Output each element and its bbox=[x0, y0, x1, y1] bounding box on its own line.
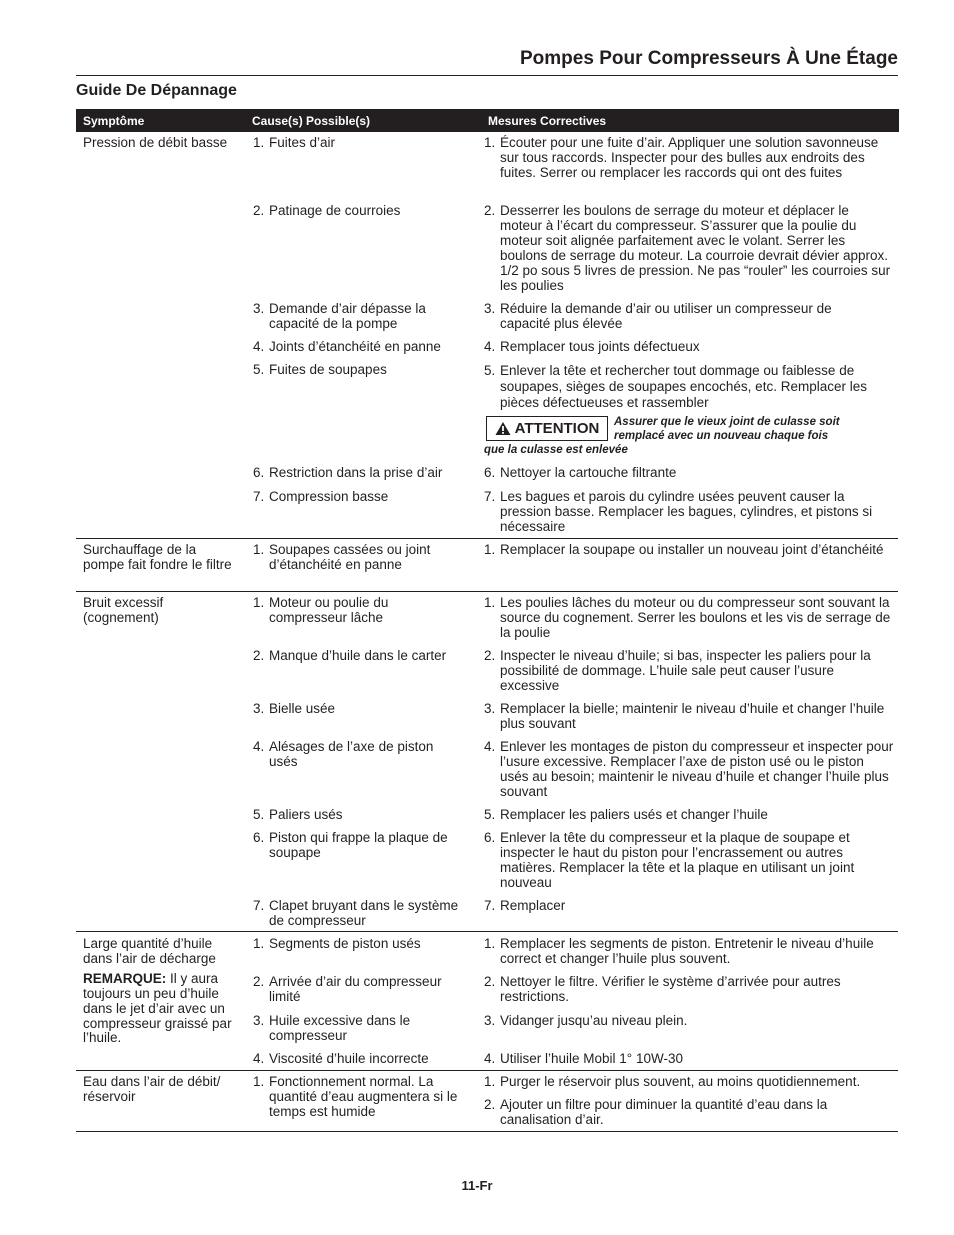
cause-text: Restriction dans la prise d’air bbox=[269, 465, 443, 480]
fix-number: 7. bbox=[484, 898, 496, 913]
fix-number: 4. bbox=[484, 339, 496, 354]
cause-item bbox=[253, 490, 473, 505]
cause-text: Viscosité d’huile incorrecte bbox=[269, 1051, 429, 1066]
table-bottom-rule bbox=[76, 1131, 898, 1132]
fix-number: 5. bbox=[484, 807, 496, 822]
symptom-note bbox=[83, 972, 238, 1047]
cause-text: Fuites de soupapes bbox=[269, 362, 387, 377]
fix-text: Purger le réservoir plus souvent, au moins quotidiennement. bbox=[500, 1074, 861, 1089]
cause-number: 2. bbox=[253, 648, 265, 663]
cause-text: Alésages de l’axe de piston usés bbox=[269, 739, 434, 769]
fix-text: Nettoyer la cartouche filtrante bbox=[500, 465, 677, 480]
cause-text: Bielle usée bbox=[269, 701, 336, 716]
attention-note-line: Assurer que le vieux joint de culasse soit bbox=[614, 416, 840, 428]
fix-number: 3. bbox=[484, 1013, 496, 1028]
fix-text: Remplacer tous joints défectueux bbox=[500, 339, 700, 354]
fix-text: Écouter pour une fuite d’air. Appliquer une solution savonneuse sur tous raccords. Inspecter pour des bulles aux endroits des fuites. Serrer ou remplacer les raccords qui ont des fuites bbox=[500, 135, 879, 180]
fix-text: Enlever les montages de piston du compresseur et inspecter pour l’usure excessive. Remplacer l’axe de piston usé ou le piston usés au besoin; maintenir le niveau d’huile et changer l’huile plus souvant bbox=[500, 739, 894, 799]
page-number: 11-Fr bbox=[461, 1178, 493, 1193]
fix-item bbox=[484, 937, 884, 967]
note-text: Il y aura toujours un peu d’huile dans le jet d’air avec un compresseur graissé par l’huile. bbox=[83, 970, 232, 1046]
column-header-causes: Cause(s) Possible(s) bbox=[252, 114, 371, 128]
fix-item bbox=[484, 740, 894, 800]
cause-number: 1. bbox=[253, 936, 265, 951]
fix-number: 3. bbox=[484, 701, 496, 716]
cause-number: 7. bbox=[253, 489, 265, 504]
fix-text: Enlever la tête et rechercher tout dommage ou faiblesse de soupapes, sièges de soupapes encochés, etc. Remplacer les pièces défectueuses et rassembler bbox=[500, 363, 867, 410]
cause-text: Soupapes cassées ou joint d’étanchéité en panne bbox=[269, 542, 431, 572]
page-title: Pompes Pour Compresseurs À Une Étage bbox=[520, 48, 898, 69]
fix-text: Enlever la tête du compresseur et la plaque de soupape et inspecter le haut du piston pour l’encrassement ou autres matières. Remplacer la tête et la plaque en utilisant un joint nouveau bbox=[500, 830, 855, 890]
fix-text: Utiliser l’huile Mobil 1° 10W-30 bbox=[500, 1051, 683, 1066]
cause-item bbox=[253, 136, 473, 151]
fix-item bbox=[484, 363, 894, 411]
fix-number: 6. bbox=[484, 465, 496, 480]
fix-text: Vidanger jusqu’au niveau plein. bbox=[500, 1013, 688, 1028]
fix-text: Les poulies lâches du moteur ou du compresseur sont souvant la source du cognement. Serrer les boulons et les vis de serrage de la poulie bbox=[500, 595, 891, 640]
cause-number: 4. bbox=[253, 1051, 265, 1066]
cause-number: 6. bbox=[253, 830, 265, 845]
cause-number: 2. bbox=[253, 974, 265, 989]
cause-item bbox=[253, 302, 453, 332]
fix-number: 4. bbox=[484, 739, 496, 754]
row-divider bbox=[76, 931, 898, 932]
row-divider bbox=[76, 591, 898, 592]
fix-item bbox=[484, 136, 894, 181]
cause-item bbox=[253, 899, 475, 929]
row-divider bbox=[76, 1070, 898, 1071]
warning-icon bbox=[495, 421, 511, 436]
row-divider bbox=[76, 538, 898, 539]
cause-text: Fuites d’air bbox=[269, 135, 336, 150]
symptom-cell: Eau dans l’air de débit/ réservoir bbox=[83, 1074, 221, 1104]
symptom-cell: Bruit excessif (cognement) bbox=[83, 595, 164, 625]
cause-number: 6. bbox=[253, 465, 265, 480]
fix-item bbox=[484, 899, 894, 914]
fix-text: Desserrer les boulons de serrage du moteur et déplacer le moteur à l’écart du compresseur. S’assurer que la poulie du moteur soit alignée parfaitement avec le volant. Serrer les boulons de serrage du moteur. La courroie devrait dévier approx. 1/2 po sous 5 livres de pression. Ne pas “rouler” les courroies sur les poulies bbox=[500, 203, 891, 293]
cause-item bbox=[253, 808, 473, 823]
cause-item bbox=[253, 1014, 453, 1044]
fix-number: 2. bbox=[484, 203, 496, 218]
fix-text: Réduire la demande d’air ou utiliser un compresseur de capacité plus élevée bbox=[500, 301, 832, 331]
fix-item bbox=[484, 466, 894, 481]
cause-number: 7. bbox=[253, 898, 265, 913]
table-header bbox=[76, 109, 899, 132]
cause-item bbox=[253, 937, 473, 952]
cause-text: Piston qui frappe la plaque de soupape bbox=[269, 830, 448, 860]
fix-item bbox=[484, 596, 896, 641]
fix-number: 2. bbox=[484, 648, 496, 663]
cause-text: Manque d’huile dans le carter bbox=[269, 648, 447, 663]
fix-number: 2. bbox=[484, 1097, 496, 1112]
cause-item bbox=[253, 702, 473, 717]
fix-item bbox=[484, 649, 894, 694]
fix-item bbox=[484, 1075, 896, 1090]
cause-text: Segments de piston usés bbox=[269, 936, 421, 951]
fix-number: 1. bbox=[484, 595, 496, 610]
fix-text: Remplacer la bielle; maintenir le niveau d’huile et changer l’huile plus souvant bbox=[500, 701, 885, 731]
fix-item bbox=[484, 1014, 894, 1029]
cause-text: Joints d’étanchéité en panne bbox=[269, 339, 441, 354]
cause-number: 1. bbox=[253, 542, 265, 557]
cause-text: Paliers usés bbox=[269, 807, 343, 822]
cause-number: 1. bbox=[253, 595, 265, 610]
cause-text: Compression basse bbox=[269, 489, 389, 504]
fix-number: 1. bbox=[484, 542, 496, 557]
attention-note-line: que la culasse est enlevée bbox=[484, 444, 628, 456]
attention-label bbox=[486, 416, 608, 441]
fix-number: 6. bbox=[484, 830, 496, 845]
symptom-cell bbox=[83, 937, 238, 1046]
cause-item bbox=[253, 466, 473, 481]
title-rule bbox=[76, 75, 898, 76]
fix-text: Les bagues et parois du cylindre usées peuvent causer la pression basse. Remplacer les bagues, cylindres, et pistons si nécessaire bbox=[500, 489, 873, 534]
cause-item bbox=[253, 596, 433, 626]
cause-number: 1. bbox=[253, 135, 265, 150]
fix-number: 1. bbox=[484, 135, 496, 150]
column-header-symptom: Symptôme bbox=[83, 114, 145, 128]
cause-number: 5. bbox=[253, 807, 265, 822]
fix-item bbox=[484, 490, 894, 535]
cause-text: Fonctionnement normal. La quantité d’eau augmentera si le temps est humide bbox=[269, 1074, 458, 1119]
cause-text: Demande d’air dépasse la capacité de la pompe bbox=[269, 301, 426, 331]
cause-text: Arrivée d’air du compresseur limité bbox=[269, 974, 442, 1004]
symptom-cell: Pression de débit basse bbox=[83, 135, 228, 150]
fix-text: Remplacer la soupape ou installer un nouveau joint d’étanchéité bbox=[500, 542, 884, 557]
symptom-cell: Surchauffage de la pompe fait fondre le filtre bbox=[83, 542, 232, 572]
fix-item bbox=[484, 808, 894, 823]
fix-text: Ajouter un filtre pour diminuer la quantité d’eau dans la canalisation d’air. bbox=[500, 1097, 828, 1127]
cause-text: Moteur ou poulie du compresseur lâche bbox=[269, 595, 389, 625]
cause-item bbox=[253, 363, 473, 378]
fix-item bbox=[484, 1052, 894, 1067]
cause-number: 4. bbox=[253, 739, 265, 754]
attention-note-line: remplacé avec un nouveau chaque fois bbox=[614, 430, 829, 442]
fix-text: Nettoyer le filtre. Vérifier le système d’arrivée pour autres restrictions. bbox=[500, 974, 841, 1004]
fix-item bbox=[484, 702, 894, 732]
cause-item bbox=[253, 975, 473, 1005]
fix-item bbox=[484, 1098, 894, 1128]
cause-item bbox=[253, 831, 473, 861]
cause-number: 3. bbox=[253, 701, 265, 716]
fix-text: Inspecter le niveau d’huile; si bas, inspecter les paliers pour la possibilité de dommage. L’huile sale peut causer l’usure excessive bbox=[500, 648, 871, 693]
cause-item bbox=[253, 543, 453, 573]
cause-number: 4. bbox=[253, 339, 265, 354]
fix-item bbox=[484, 340, 894, 355]
cause-number: 2. bbox=[253, 203, 265, 218]
fix-number: 5. bbox=[484, 363, 496, 378]
cause-item bbox=[253, 340, 473, 355]
cause-item bbox=[253, 1075, 465, 1120]
fix-text: Remplacer les paliers usés et changer l’huile bbox=[500, 807, 768, 822]
fix-item bbox=[484, 302, 884, 332]
cause-number: 1. bbox=[253, 1074, 265, 1089]
cause-item bbox=[253, 1052, 473, 1067]
fix-number: 1. bbox=[484, 1074, 496, 1089]
cause-number: 5. bbox=[253, 362, 265, 377]
fix-item bbox=[484, 831, 894, 891]
section-heading: Guide De Dépannage bbox=[76, 82, 237, 99]
cause-number: 3. bbox=[253, 301, 265, 316]
fix-number: 7. bbox=[484, 489, 496, 504]
fix-number: 2. bbox=[484, 974, 496, 989]
cause-text: Patinage de courroies bbox=[269, 203, 401, 218]
column-header-corrective-measures: Mesures Correctives bbox=[488, 114, 607, 128]
fix-text: Remplacer bbox=[500, 898, 566, 913]
cause-item bbox=[253, 204, 473, 219]
fix-number: 4. bbox=[484, 1051, 496, 1066]
fix-item bbox=[484, 204, 894, 293]
symptom-text: Large quantité d’huile dans l’air de décharge bbox=[83, 936, 216, 966]
cause-item bbox=[253, 740, 453, 770]
fix-text: Remplacer les segments de piston. Entretenir le niveau d’huile correct et changer l’huile plus souvent. bbox=[500, 936, 874, 966]
cause-item bbox=[253, 649, 473, 664]
fix-item bbox=[484, 975, 894, 1005]
attention-label-text: ATTENTION bbox=[514, 420, 600, 437]
fix-number: 3. bbox=[484, 301, 496, 316]
cause-text: Clapet bruyant dans le système de compresseur bbox=[269, 898, 459, 928]
fix-number: 1. bbox=[484, 936, 496, 951]
cause-text: Huile excessive dans le compresseur bbox=[269, 1013, 411, 1043]
fix-item bbox=[484, 543, 884, 558]
note-label: REMARQUE: bbox=[83, 970, 167, 986]
cause-number: 3. bbox=[253, 1013, 265, 1028]
